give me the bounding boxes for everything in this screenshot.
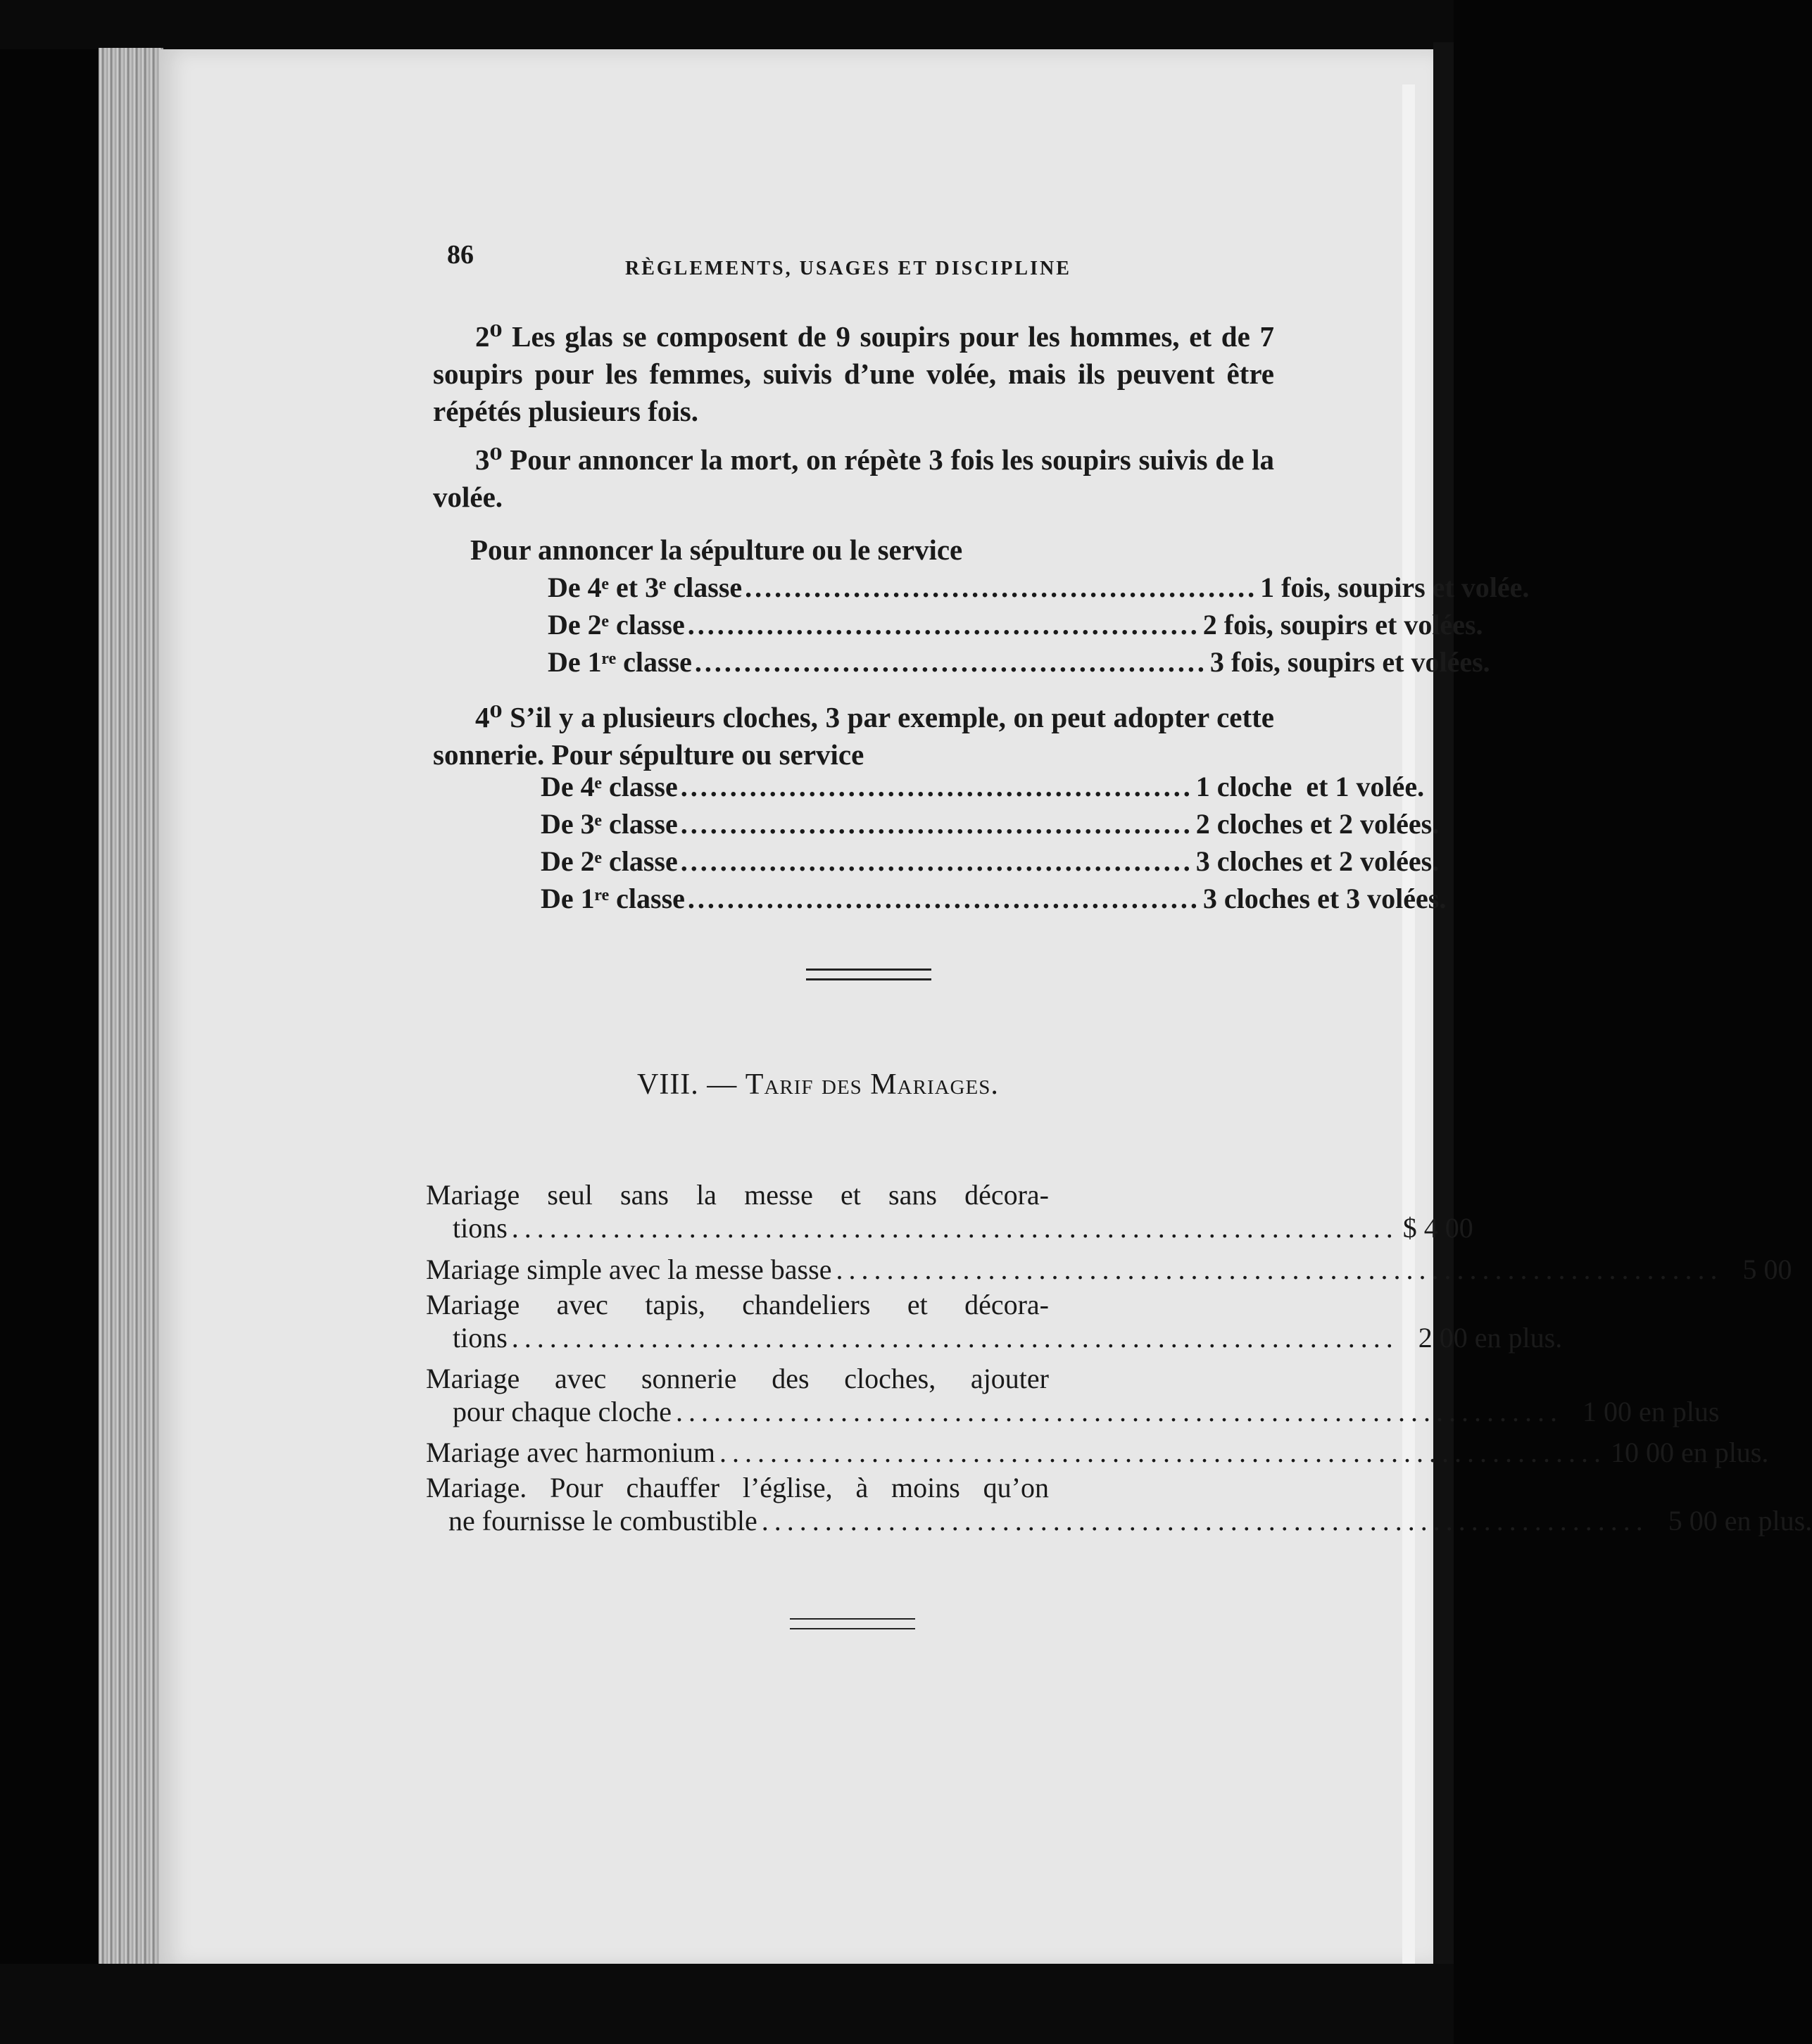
leader-dots: ...................................................................... [836, 1254, 1723, 1285]
section-title [637, 1068, 999, 1102]
leader-dots: .................................................... [687, 883, 1200, 914]
list1-value: 3 fois, soupirs et volées. [1209, 646, 1490, 678]
list2-value: 1 cloche et 1 volée. [1195, 771, 1425, 802]
tarif-amount: 5 00 [1742, 1254, 1792, 1285]
paragraph-4 [433, 699, 1274, 774]
tarif-line2 [426, 1321, 1563, 1354]
tarif-label: Mariage avec harmonium [426, 1437, 715, 1468]
list1-item [548, 571, 1530, 604]
paragraph-3 [433, 441, 1274, 516]
running-head: RÈGLEMENTS, USAGES ET DISCIPLINE [625, 258, 1071, 279]
tarif-line2 [426, 1504, 1812, 1537]
leader-dots: ...................................................................... [761, 1505, 1649, 1537]
tarif-label: pour chaque cloche [453, 1396, 672, 1427]
facing-page-edge [1402, 84, 1415, 1964]
paragraph-2 [433, 318, 1274, 430]
section-numeral: VIII. — [637, 1068, 745, 1101]
tarif-line2 [426, 1395, 1720, 1428]
list2-label: De 3ᵉ classe [541, 808, 678, 840]
leader-dots: ...................................................................... [511, 1212, 1399, 1244]
tarif-row [426, 1178, 1473, 1244]
list2-value: 3 cloches et 3 volées. [1202, 883, 1447, 914]
list2-label: De 4ᵉ classe [541, 771, 678, 802]
paragraph-3-text: 3⁰ Pour annoncer la mort, on répète 3 fois les soupirs suivis de la volée. [433, 443, 1274, 513]
list2-item [541, 807, 1440, 840]
leader-dots: .................................................... [680, 808, 1193, 840]
list2-value: 2 cloches et 2 volées. [1195, 808, 1440, 840]
tarif-label: tions [453, 1322, 508, 1354]
tarif-line1: Mariage avec tapis, chandeliers et décora- [426, 1289, 1049, 1320]
tarif-label: ne fournisse le combustible [448, 1505, 757, 1537]
list1-value: 1 fois, soupirs et volée. [1260, 572, 1530, 603]
tarif-amount: 5 00 en plus. [1668, 1505, 1812, 1537]
page-edges [99, 48, 163, 1966]
list1-value: 2 fois, soupirs et volées. [1202, 609, 1483, 641]
double-rule-bottom [806, 978, 931, 980]
list1-label: De 1ʳᵉ classe [548, 646, 692, 678]
list1-item [548, 608, 1483, 641]
tarif-amount: 2 00 en plus. [1418, 1322, 1563, 1354]
double-rule-top [790, 1618, 915, 1620]
leader-dots: ...................................................................... [511, 1322, 1399, 1354]
list1-label: De 2ᵉ classe [548, 609, 685, 641]
lead-sepulture: Pour annoncer la sépulture ou le service [470, 534, 963, 566]
leader-dots: .................................................... [687, 609, 1200, 641]
tarif-row [426, 1253, 1792, 1286]
tarif-row [426, 1436, 1769, 1469]
paragraph-4-text: 4⁰ S’il y a plusieurs cloches, 3 par exemple, on peut adopter cette sonnerie. Pour sépulture ou service [433, 701, 1274, 771]
paragraph-2-text: 2⁰ Les glas se composent de 9 soupirs pour les hommes, et de 7 soupirs pour les femmes, suivis d’une volée, mais ils peuvent être répétés plusieurs fois. [433, 320, 1274, 427]
list2-value: 3 cloches et 2 volées. [1195, 845, 1440, 877]
page-number: 86 [447, 240, 474, 270]
leader-dots: .................................................... [680, 845, 1193, 877]
leader-dots: ...................................................................... [675, 1396, 1563, 1427]
tarif-line2 [426, 1211, 1473, 1244]
scan-border-top [0, 0, 1454, 49]
scan-border-bottom [0, 1964, 1454, 2044]
list2-item [541, 770, 1425, 803]
leader-dots: .................................................... [694, 646, 1207, 678]
list2-label: De 1ʳᵉ classe [541, 883, 685, 914]
tarif-row [426, 1362, 1720, 1428]
list2-label: De 2ᵉ classe [541, 845, 678, 877]
list2-item [541, 845, 1440, 878]
double-rule-top [806, 969, 931, 971]
tarif-amount: 10 00 en plus. [1610, 1437, 1769, 1468]
list1-label: De 4ᵉ et 3ᵉ classe [548, 572, 743, 603]
double-rule-bottom [790, 1628, 915, 1629]
tarif-label: tions [453, 1212, 508, 1244]
section-title-text: Tarif des Mariages. [745, 1068, 999, 1101]
tarif-row [426, 1471, 1812, 1537]
leader-dots: .................................................... [745, 572, 1258, 603]
tarif-line1: Mariage. Pour chauffer l’église, à moins qu’on [426, 1472, 1049, 1503]
tarif-amount: 1 00 en plus [1582, 1396, 1720, 1427]
list2-item [541, 882, 1447, 915]
leader-dots: ...................................................................... [719, 1437, 1606, 1468]
leader-dots: .................................................... [680, 771, 1193, 802]
tarif-row [426, 1288, 1563, 1354]
tarif-amount: $ 4 00 [1402, 1212, 1473, 1244]
list1-item [548, 645, 1490, 679]
tarif-label: Mariage simple avec la messe basse [426, 1254, 832, 1285]
scan-border-right [1433, 42, 1454, 1971]
tarif-line1: Mariage avec sonnerie des cloches, ajouter [426, 1363, 1049, 1394]
tarif-line1: Mariage seul sans la messe et sans décora- [426, 1179, 1049, 1211]
